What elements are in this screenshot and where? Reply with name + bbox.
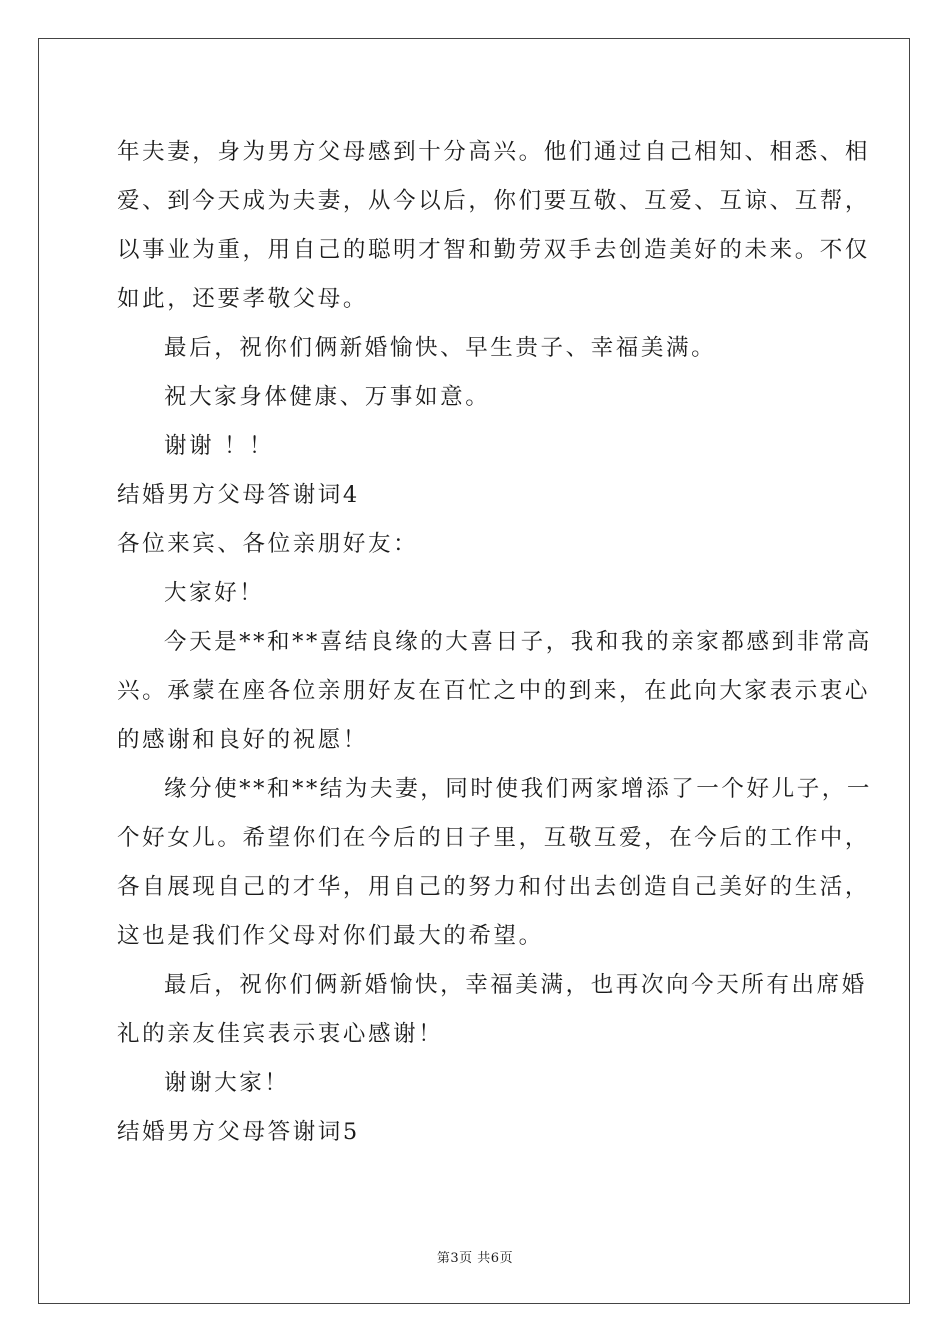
paragraph-line: 爱、到今天成为夫妻，从今以后，你们要互敬、互爱、互谅、互帮， [117,188,871,214]
paragraph-line: 礼的亲友佳宾表示衷心感谢！ [117,1021,444,1047]
paragraph-line: 兴。承蒙在座各位亲朋好友在百忙之中的到来，在此向大家表示衷心 [117,678,871,704]
paragraph-line: 这也是我们作父母对你们最大的希望。 [117,923,544,949]
paragraph-line: 各自展现自己的才华，用自己的努力和付出去创造自己美好的生活， [117,874,871,900]
page-number: 第3页 共6页 [436,1251,514,1266]
salutation: 各位来宾、各位亲朋好友： [117,531,419,557]
paragraph-line: 的感谢和良好的祝愿！ [117,727,369,753]
greeting: 大家好！ [164,580,265,606]
paragraph-line: 年夫妻，身为男方父母感到十分高兴。他们通过自己相知、相悉、相 [117,139,871,165]
paragraph-line: 今天是**和**喜结良缘的大喜日子，我和我的亲家都感到非常高 [164,629,873,655]
paragraph-line: 个好女儿。希望你们在今后的日子里，互敬互爱，在今后的工作中， [117,825,871,851]
paragraph-line: 最后，祝你们俩新婚愉快、早生贵子、幸福美满。 [164,335,717,361]
paragraph-line: 祝大家身体健康、万事如意。 [164,384,491,410]
section-heading: 结婚男方父母答谢词4 [117,482,360,508]
paragraph-line: 最后，祝你们俩新婚愉快，幸福美满，也再次向今天所有出席婚 [164,972,867,998]
section-heading: 结婚男方父母答谢词5 [117,1119,360,1145]
paragraph-line: 如此，还要孝敬父母。 [117,286,369,312]
closing-line: 谢谢大家！ [164,1070,290,1096]
paragraph-line: 以事业为重，用自己的聪明才智和勤劳双手去创造美好的未来。不仅 [117,237,871,263]
document-body [117,128,873,1157]
paragraph-line: 缘分使**和**结为夫妻，同时使我们两家增添了一个好儿子，一 [164,776,873,802]
paragraph-line: 谢谢 ！！ [164,433,275,459]
